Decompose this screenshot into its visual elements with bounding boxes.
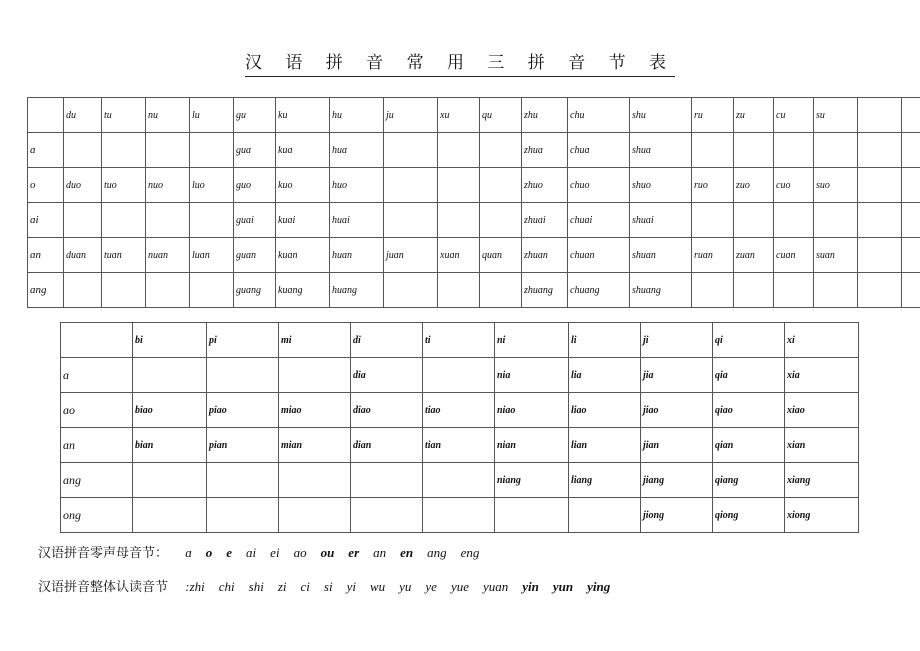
syllable-cell: xiɑo [785,393,859,428]
syllable-cell: ruo [692,168,734,203]
syllable-cell [133,463,207,498]
syllable-cell: lu [190,98,234,133]
syllable-cell: ju [384,98,438,133]
syllable-cell [734,203,774,238]
syllable-cell [858,98,902,133]
syllable-cell: biɑo [133,393,207,428]
title-text: 汉 语 拼 音 常 用 三 拼 音 节 表 [245,53,675,77]
syllable-cell: duɑn [64,238,102,273]
syllable-cell [692,133,734,168]
syllable-cell: diɑo [351,393,423,428]
syllable-cell [423,358,495,393]
zero-initial-row [38,542,479,561]
syllable: o [205,545,213,560]
syllable-cell [384,203,438,238]
syllable-cell: ni [495,323,569,358]
syllable-cell: xiong [785,498,859,533]
whole-syllable-row [38,576,610,595]
syllable-cell [102,273,146,308]
syllable-cell [64,203,102,238]
syllable-cell: shuɑng [630,273,692,308]
syllable: yun [552,579,574,594]
table-row [28,98,920,133]
syllable-cell: chuo [568,168,630,203]
syllable-cell: xi [785,323,859,358]
syllable-cell [814,203,858,238]
syllable-cell: liɑn [569,428,641,463]
syllable-cell: xiɑ [785,358,859,393]
syllable-cell: huo [330,168,384,203]
syllable: :zhi [185,579,205,594]
syllable-cell: shuɑn [630,238,692,273]
syllable-cell: chuɑi [568,203,630,238]
syllable-cell [207,498,279,533]
syllable-cell [774,273,814,308]
row-header-cell: ɑn [61,428,133,463]
syllable-cell [774,133,814,168]
syllable-cell: zhuɑi [522,203,568,238]
syllable-cell: niɑo [495,393,569,428]
syllable-cell: niɑng [495,463,569,498]
syllable-cell [146,273,190,308]
syllable-cell [279,358,351,393]
syllable-cell: guɑn [234,238,276,273]
syllable-cell: ji [641,323,713,358]
syllable-cell [146,133,190,168]
syllable-cell: chuɑng [568,273,630,308]
syllable-cell: ti [423,323,495,358]
syllable: en [400,545,414,560]
syllable-cell: shuɑ [630,133,692,168]
table-row [61,393,859,428]
syllable-cell: shuo [630,168,692,203]
syllable-cell: mi [279,323,351,358]
syllable-cell [480,203,522,238]
syllable-cell: huɑi [330,203,384,238]
table-row [61,428,859,463]
syllable: ye [425,579,437,594]
syllable-cell [480,168,522,203]
row-header-cell: ɑo [61,393,133,428]
syllable-cell [902,98,920,133]
syllable-cell: su [814,98,858,133]
syllable-cell [438,203,480,238]
syllable-cell [279,463,351,498]
syllable: si [323,579,333,594]
syllable-cell: guɑi [234,203,276,238]
syllable: ying [587,579,611,594]
syllable-cell [384,133,438,168]
syllable-cell [858,133,902,168]
syllable-cell: shu [630,98,692,133]
syllable-cell [384,168,438,203]
table-row [28,133,920,168]
syllable-cell: qu [480,98,522,133]
syllable-cell: kuɑn [276,238,330,273]
table-row [61,463,859,498]
row-header-cell: ɑ [28,133,64,168]
syllable-cell: nuɑn [146,238,190,273]
syllable-cell: zhuɑ [522,133,568,168]
syllable: yu [399,579,412,594]
syllable-cell: ruɑn [692,238,734,273]
row-header-cell [61,323,133,358]
syllable-cell: miɑo [279,393,351,428]
syllable-cell: tuɑn [102,238,146,273]
syllable-cell: zhu [522,98,568,133]
syllable-cell [190,203,234,238]
syllable-cell [207,463,279,498]
syllable-cell: cuo [774,168,814,203]
syllable-cell: kuo [276,168,330,203]
table-row [28,203,920,238]
syllable-cell [480,133,522,168]
syllable: ɑn [373,545,387,560]
row-header-cell: ɑng [28,273,64,308]
syllable-cell: ku [276,98,330,133]
syllable-cell [438,168,480,203]
syllable-cell [858,168,902,203]
syllable-cell: zuɑn [734,238,774,273]
page-title [0,48,920,73]
zero-initial-label: 汉语拼音零声母音节： [38,546,169,561]
syllable-cell [902,168,920,203]
syllable-cell: pi [207,323,279,358]
syllable: shi [248,579,264,594]
syllable-cell: guɑ [234,133,276,168]
syllable: eng [460,545,480,560]
table-row [61,323,859,358]
syllable-cell: tu [102,98,146,133]
syllable: ɑ [185,545,192,560]
syllable: yuɑn [483,579,509,594]
syllable-cell: quɑn [480,238,522,273]
syllable-cell: bi [133,323,207,358]
syllable-cell: jiɑ [641,358,713,393]
syllable-cell: li [569,323,641,358]
syllable-cell: piɑn [207,428,279,463]
syllable-cell: qiɑng [713,463,785,498]
syllable: ɑo [293,545,307,560]
syllable-cell: cuɑn [774,238,814,273]
syllable-cell: qi [713,323,785,358]
syllable-cell: jiong [641,498,713,533]
syllable-cell [734,133,774,168]
syllable-cell: xu [438,98,480,133]
syllable-cell [902,133,920,168]
syllable-cell [438,133,480,168]
syllable-cell [64,273,102,308]
syllable-cell: nuo [146,168,190,203]
syllable-cell [102,133,146,168]
syllable-cell: zu [734,98,774,133]
three-part-syllable-table-u [27,97,920,308]
syllable-cell [423,463,495,498]
syllable-cell: shuɑi [630,203,692,238]
syllable-cell: luɑn [190,238,234,273]
syllable-cell: biɑn [133,428,207,463]
syllable-cell: qiong [713,498,785,533]
syllable-cell [902,238,920,273]
syllable-cell [438,273,480,308]
syllable-cell: kuɑi [276,203,330,238]
syllable-cell: tuo [102,168,146,203]
syllable-cell: liɑng [569,463,641,498]
syllable-cell: tiɑo [423,393,495,428]
syllable-cell: liɑo [569,393,641,428]
syllable-cell: kuɑ [276,133,330,168]
table-row [28,273,920,308]
syllable: wu [369,579,386,594]
syllable: ci [300,579,310,594]
syllable: ei [270,545,280,560]
syllable-cell: liɑ [569,358,641,393]
syllable-cell: cu [774,98,814,133]
syllable-cell: chuɑn [568,238,630,273]
syllable-cell: qiɑo [713,393,785,428]
syllable-cell [569,498,641,533]
syllable: chi [218,579,235,594]
syllable-cell: qiɑn [713,428,785,463]
syllable-cell: juɑn [384,238,438,273]
syllable: zi [277,579,287,594]
syllable: yue [450,579,469,594]
syllable-cell [692,203,734,238]
syllable-cell [774,203,814,238]
syllable-cell: zhuo [522,168,568,203]
syllable-cell: huɑn [330,238,384,273]
syllable-cell [814,273,858,308]
syllable-cell: hu [330,98,384,133]
syllable-cell: du [64,98,102,133]
syllable-cell [902,273,920,308]
syllable-cell: xiɑng [785,463,859,498]
row-header-cell: ong [61,498,133,533]
row-header-cell: ɑ [61,358,133,393]
syllable-cell: chuɑ [568,133,630,168]
row-header-cell [28,98,64,133]
table-row [28,238,920,273]
syllable-cell: chu [568,98,630,133]
syllable-cell [190,133,234,168]
syllable-cell: jiɑn [641,428,713,463]
syllable-cell [351,498,423,533]
syllable: ɑi [246,545,257,560]
table-row [61,358,859,393]
syllable: ɑng [427,545,447,560]
syllable-cell [384,273,438,308]
syllable-cell [279,498,351,533]
syllable-cell: zuo [734,168,774,203]
syllable-cell: suo [814,168,858,203]
syllable-cell: qiɑ [713,358,785,393]
syllable-cell: zhuɑn [522,238,568,273]
syllable-cell: tiɑn [423,428,495,463]
syllable: er [348,545,360,560]
syllable-cell [64,133,102,168]
syllable: yi [346,579,356,594]
syllable-cell [102,203,146,238]
syllable-cell [858,273,902,308]
syllable-cell: gu [234,98,276,133]
syllable-cell [858,238,902,273]
syllable-cell [814,133,858,168]
row-header-cell: o [28,168,64,203]
syllable-cell [423,498,495,533]
row-header-cell: ɑn [28,238,64,273]
syllable-cell: xuɑn [438,238,480,273]
whole-syllable-label: 汉语拼音整体认读音节 [38,580,169,595]
syllable-cell: guo [234,168,276,203]
syllable-cell [190,273,234,308]
syllable-cell: diɑ [351,358,423,393]
syllable-cell: guɑng [234,273,276,308]
syllable: ou [320,545,335,560]
syllable-cell: huɑ [330,133,384,168]
syllable-cell [734,273,774,308]
syllable-cell [480,273,522,308]
syllable: e [226,545,233,560]
syllable-cell: luo [190,168,234,203]
syllable-cell [858,203,902,238]
syllable-cell [902,203,920,238]
syllable-cell [207,358,279,393]
syllable-cell: di [351,323,423,358]
table-row [28,168,920,203]
syllable-cell: kuɑng [276,273,330,308]
syllable-cell [692,273,734,308]
syllable-cell: nu [146,98,190,133]
row-header-cell: ɑi [28,203,64,238]
syllable-cell [133,498,207,533]
syllable-cell [351,463,423,498]
syllable-cell: miɑn [279,428,351,463]
syllable-cell [146,203,190,238]
row-header-cell: ɑng [61,463,133,498]
syllable-cell [133,358,207,393]
table-row [61,498,859,533]
syllable-cell: ru [692,98,734,133]
syllable-cell: jiɑng [641,463,713,498]
syllable-cell: niɑn [495,428,569,463]
syllable-cell: suɑn [814,238,858,273]
syllable-cell: xiɑn [785,428,859,463]
syllable-cell: zhuɑng [522,273,568,308]
syllable-cell [495,498,569,533]
syllable-cell: niɑ [495,358,569,393]
syllable-cell: huɑng [330,273,384,308]
syllable-cell: jiɑo [641,393,713,428]
three-part-syllable-table-i [60,322,859,533]
syllable-cell: diɑn [351,428,423,463]
syllable-cell: duo [64,168,102,203]
syllable: yin [522,579,539,594]
syllable-cell: piɑo [207,393,279,428]
